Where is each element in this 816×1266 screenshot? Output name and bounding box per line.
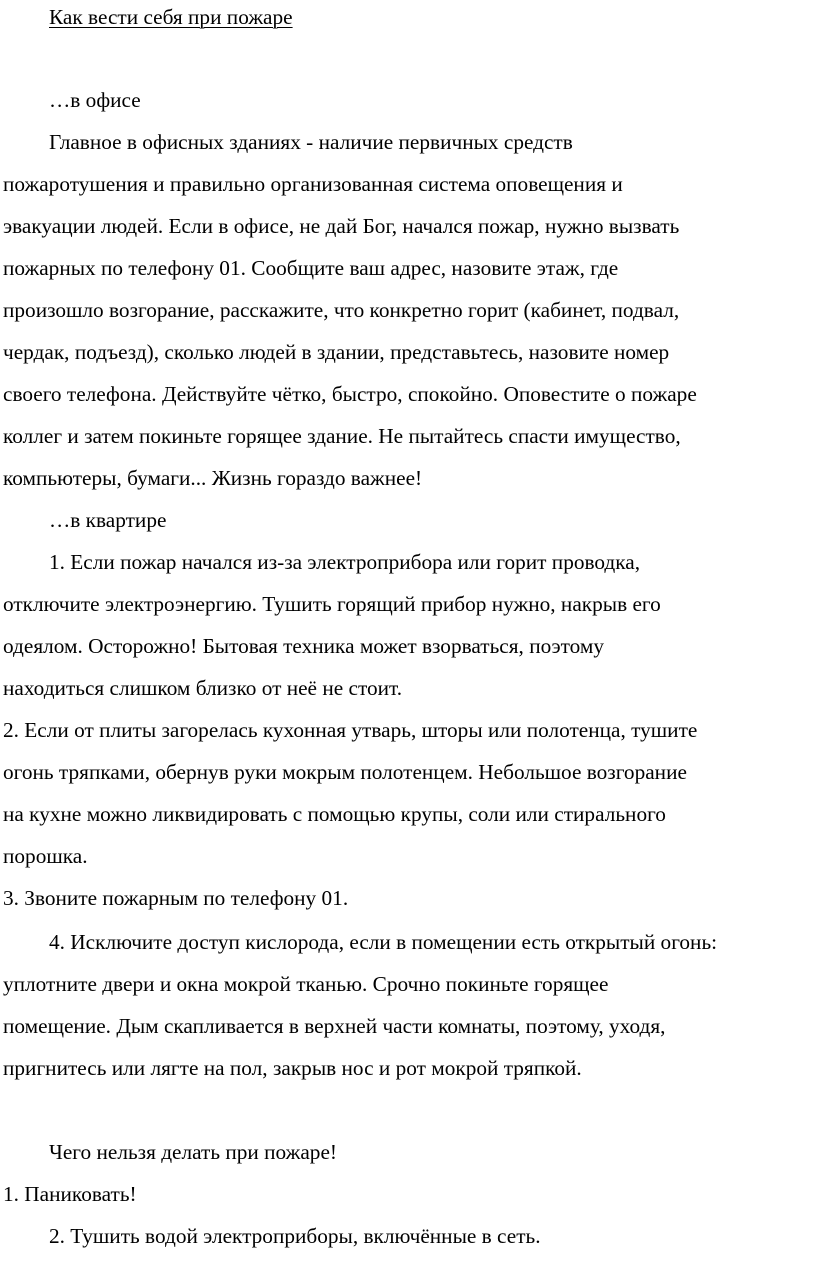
document-title: Как вести себя при пожаре	[49, 5, 293, 29]
paragraph-line: 3. Звоните пожарным по телефону 01.	[3, 886, 349, 910]
paragraph-line: отключите электроэнергию. Тушить горящий прибор нужно, накрыв его	[3, 592, 661, 616]
section-heading-donts: Чего нельзя делать при пожаре!	[49, 1140, 337, 1164]
paragraph-line: компьютеры, бумаги... Жизнь гораздо важнее!	[3, 466, 423, 490]
paragraph-line: своего телефона. Действуйте чётко, быстро, спокойно. Оповестите о пожаре	[3, 382, 697, 406]
paragraph-line: 1. Если пожар начался из-за электроприбора или горит проводка,	[49, 550, 641, 574]
paragraph-line: эвакуации людей. Если в офисе, не дай Бог, начался пожар, нужно вызвать	[3, 214, 680, 238]
paragraph-line: уплотните двери и окна мокрой тканью. Срочно покиньте горящее	[3, 972, 609, 996]
paragraph-line: Главное в офисных зданиях - наличие первичных средств	[49, 130, 573, 154]
section-heading-apartment: …в квартире	[49, 508, 167, 532]
paragraph-line: помещение. Дым скапливается в верхней части комнаты, поэтому, уходя,	[3, 1014, 666, 1038]
paragraph-line: произошло возгорание, расскажите, что конкретно горит (кабинет, подвал,	[3, 298, 680, 322]
paragraph-line: пожарных по телефону 01. Сообщите ваш адрес, назовите этаж, где	[3, 256, 619, 280]
paragraph-line: чердак, подъезд), сколько людей в здании, представьтесь, назовите номер	[3, 340, 670, 364]
paragraph-line: огонь тряпками, обернув руки мокрым полотенцем. Небольшое возгорание	[3, 760, 687, 784]
paragraph-line: порошка.	[3, 844, 88, 868]
paragraph-line: находиться слишком близко от неё не стоит.	[3, 676, 403, 700]
paragraph-line: 4. Исключите доступ кислорода, если в помещении есть открытый огонь:	[49, 930, 718, 954]
section-heading-office: …в офисе	[49, 88, 141, 112]
paragraph-line: одеялом. Осторожно! Бытовая техника может взорваться, поэтому	[3, 634, 605, 658]
list-item: 1. Паниковать!	[3, 1182, 137, 1206]
paragraph-line: пожаротушения и правильно организованная система оповещения и	[3, 172, 623, 196]
list-item: 2. Тушить водой электроприборы, включённые в сеть.	[49, 1224, 541, 1248]
paragraph-line: на кухне можно ликвидировать с помощью крупы, соли или стирального	[3, 802, 666, 826]
paragraph-line: коллег и затем покиньте горящее здание. Не пытайтесь спасти имущество,	[3, 424, 681, 448]
paragraph-line: 2. Если от плиты загорелась кухонная утварь, шторы или полотенца, тушите	[3, 718, 698, 742]
paragraph-line: пригнитесь или лягте на пол, закрыв нос и рот мокрой тряпкой.	[3, 1056, 582, 1080]
